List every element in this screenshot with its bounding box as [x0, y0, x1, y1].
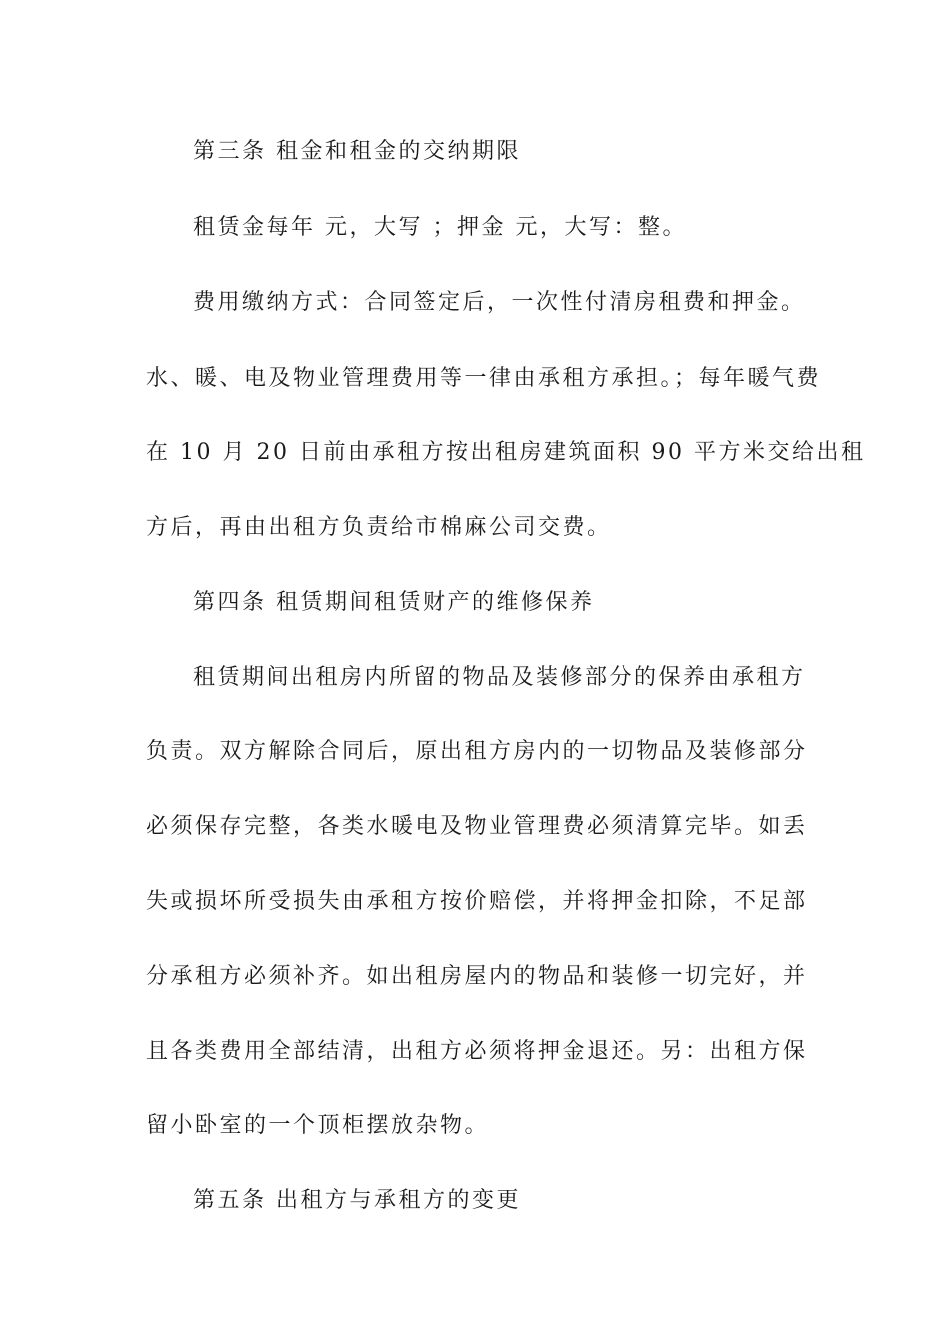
- heading-article-3: 第三条 租金和租金的交纳期限: [193, 139, 521, 164]
- paragraph-line: 失或损坏所受损失由承租方按价赔偿，并将押金扣除，不足部: [146, 889, 808, 914]
- paragraph-line: 在 10 月 20 日前由承租方按出租房建筑面积 90 平方米交给出租: [146, 440, 866, 465]
- paragraph-line: 水、暖、电及物业管理费用等一律由承租方承担。；每年暖气费: [146, 366, 822, 391]
- paragraph-line: 租赁金每年 元，大写 ；押金 元，大写：整。: [193, 215, 687, 240]
- paragraph-line: 负责。双方解除合同后，原出租方房内的一切物品及装修部分: [146, 739, 808, 764]
- paragraph-line: 费用缴纳方式：合同签定后，一次性付清房租费和押金。: [193, 290, 806, 315]
- heading-article-5: 第五条 出租方与承租方的变更: [193, 1188, 521, 1213]
- paragraph-line: 必须保存完整，各类水暖电及物业管理费必须清算完毕。如丢: [146, 814, 808, 839]
- paragraph-line: 且各类费用全部结清，出租方必须将押金退还。另：出租方保: [146, 1039, 808, 1064]
- paragraph-line: 留小卧室的一个顶柜摆放杂物。: [146, 1113, 490, 1138]
- heading-article-4: 第四条 租赁期间租赁财产的维修保养: [193, 590, 595, 615]
- paragraph-line: 分承租方必须补齐。如出租房屋内的物品和装修一切完好，并: [146, 964, 808, 989]
- paragraph-line: 租赁期间出租房内所留的物品及装修部分的保养由承租方: [193, 665, 806, 690]
- paragraph-line: 方后，再由出租方负责给市棉麻公司交费。: [146, 515, 612, 540]
